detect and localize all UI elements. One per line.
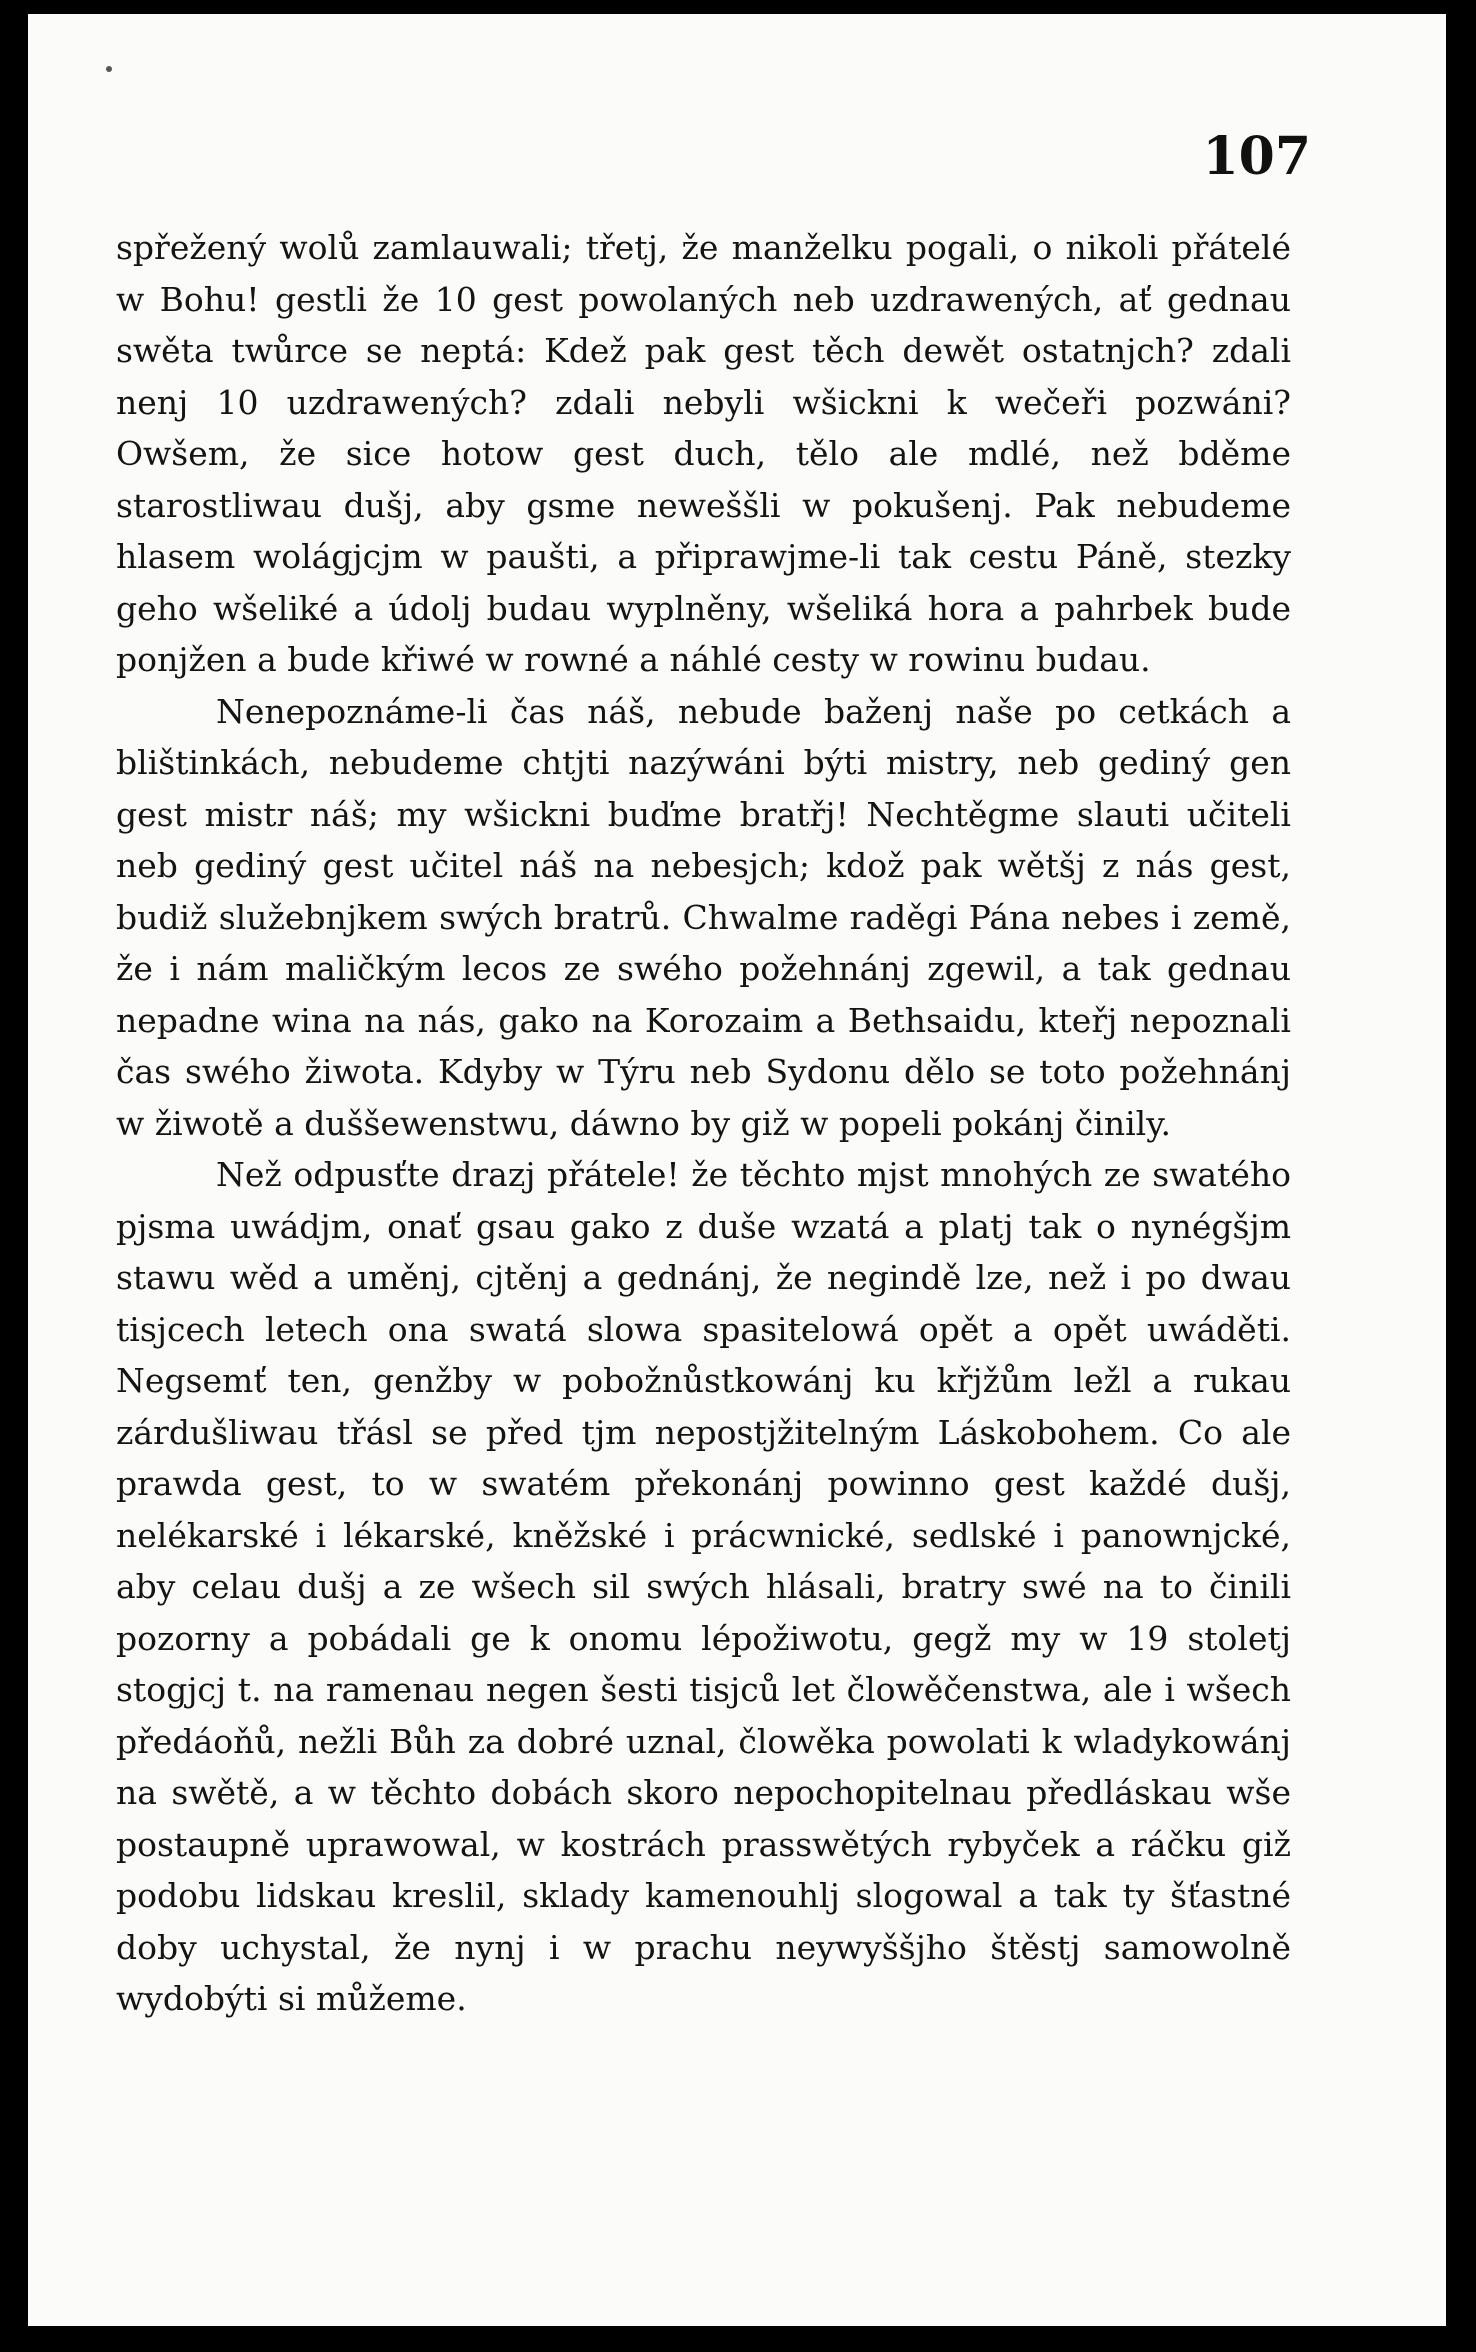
paragraph: Nenepoznáme-li čas náš, nebude baženj naše po cetkách a blištinkách, nebudeme chtjti nazýwáni býti mistry, neb gediný gen gest mistr náš; my wšickni buďme bratřj! Nechtěgme slauti učiteli neb gediný gest učitel náš na nebesjch; kdož pak wětšj z nás gest, budiž služebnjkem swých bratrů. Chwalme raděgi Pána nebes i země, že i nám maličkým lecos ze swého požehnánj zgewil, a tak gednau nepadne wina na nás, gako na Korozaim a Bethsaidu, kteřj nepoznali čas swého žiwota. Kdyby w Týru neb Sydonu dělo se toto požehnánj w žiwotě a duššewenstwu, dáwno by giž w popeli pokánj činily. [116, 691, 1291, 1143]
paragraph: spřežený wolů zamlauwali; třetj, že manželku pogali, o nikoli přátelé w Bohu! gestli že 10 gest powolaných neb uzdrawených, ať gednau swěta twůrce se neptá: Kdež pak gest těch dewět ostatnjch? zdali nenj 10 uzdrawených? zdali nebyli wšickni k wečeři pozwáni? Owšem, že sice hotow gest duch, tělo ale mdlé, než bděme starostliwau dušj, aby gsme neweššli w pokušenj. Pak nebudeme hlasem wolágjcjm w paušti, a připrawjme-li tak cestu Páně, stezky geho wšeliké a údolj budau wyplněny, wšeliká hora a pahrbek bude ponjžen a bude křiwé w rowné a náhlé cesty w rowinu budau. [116, 228, 1291, 679]
ink-speck [106, 66, 112, 72]
paragraph: Než odpusťte drazj přátele! že těchto mjst mnohých ze swatého pjsma uwádjm, onať gsau gako z duše wzatá a platj tak o nynégšjm stawu wěd a uměnj, cjtěnj a gednánj, že negindě lze, než i po dwau tisjcech letech ona swatá slowa spasitelowá opět a opět uwáděti. Negsemť ten, genžby w pobožnůstkowánj ku křjžům ležl a rukau zárdušliwau třásl se před tjm nepostjžitelným Láskobohem. Co ale prawda gest, to w swatém překonánj powinno gest každé dušj, nelékarské i lékarské, kněžské i prácwnické, sedlské i panownjcké, aby celau dušj a ze wšech sil swých hlásali, bratry swé na to činili pozorny a pobádali ge k onomu lépožiwotu, gegž my w 19 stoletj stogjcj t. na ramenau negen šesti tisjců let člowěčenstwa, ale i wšech předáoňů, nežli Bůh za dobré uznal, člowěka powolati k wladykowánj na swětě, a w těchto dobách skoro nepochopitelnau předláskau wše postaupně uprawowal, w kostrách prasswětých rybyček a ráčku giž podobu lidskau kreslil, sklady kamenouhlj slogowal a tak ty šťastné doby uchystal, že nynj i w prachu neywyššjho štěstj samowolně wydobýti si můžeme. [116, 1155, 1291, 2018]
book-page [28, 14, 1446, 2326]
page-number: 107 [1202, 126, 1311, 187]
body-text [116, 222, 1291, 2025]
